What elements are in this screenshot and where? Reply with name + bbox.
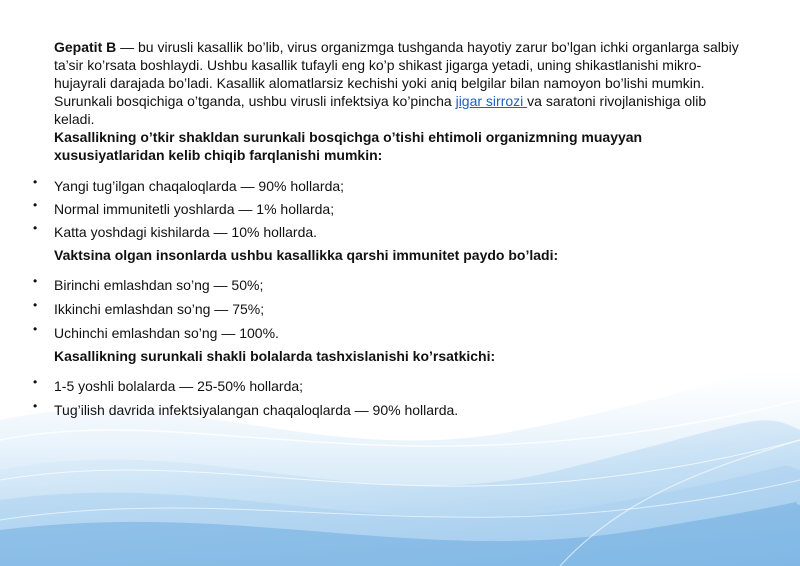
children-heading: Kasallikning surunkali shakli bolalarda tashxislanishi ko’rsatkichi: [54, 348, 496, 364]
intro-text-end: va saratoni rivojlanishiga olib keladi. [54, 93, 707, 127]
jigar-sirrozi-link[interactable]: jigar sirrozi [455, 93, 528, 109]
intro-text: — bu virusli kasallik bo’lib, virus organizmga tushganda hayotiy zarur bo’lgan ichki organlarga salbiy ta’sir ko’rsata boshlaydi. Ushbu kasallik tufayli eng ko’p shikast jigarga yetadi, uning shikastlanishi mikro-hujayrali darajada bo’ladi. Kasallik alomatlarsiz kechishi yoki aniq belgilar bilan namoyon bo’lishi mumkin. Surunkali bosqichiga o’tganda, ushbu virusli infektsiya ko’pincha [54, 39, 739, 109]
bullet-icon: • [33, 322, 38, 336]
bullet-icon: • [33, 298, 38, 312]
bullet-icon: • [33, 221, 38, 235]
intro-paragraph [54, 38, 744, 164]
bullet-icon: • [33, 198, 38, 212]
bullet-icon: • [33, 399, 38, 413]
slide-content: Gepatit B — bu virusli kasallik bo’lib, virus organizmga tushganda hayotiy zarur bo’lgan ichki organlarga salbiy ta’sir ko’rsata boshlaydi. Ushbu kasallik tufayli eng ko’p shikast jigarga yetadi, uning shikastlanishi mikro-hujayrali darajada bo’ladi. Kasallik alomatlarsiz kechishi yoki aniq belgilar bilan namoyon bo’lishi mumkin. Surunkali bosqichiga o’tganda, ushbu virusli infektsiya ko’pincha jigar sirrozi va saratoni rivojlanishiga olib keladi. Kasallikning o’tkir shakldan surunkali bosqichga o’tishi ehtimoli organizmning muayyan xususiyatlaridan kelib chiqib farqlanishi mumkin: • Yangi tug’ilgan chaqaloqlarda — 90% hollarda; • Normal immunitetli yoshlarda — 1% hollarda; • Katta yoshdagi kishilarda — 10% hollarda. Vaktsina olgan insonlarda ushbu kasallikka qarshi immunitet paydo bo’ladi: • Birinchi emlashdan so’ng — 50%; • Ikkinchi emlashdan so’ng — 75%; • Uchinchi emlashdan so’ng — 100%. Kasallikning surunkali shakli bolalarda tashxislanishi ko’rsatkichi: • 1-5 yoshli bolalarda — 25-50% hollarda; • Tug’ilish davrida infektsiyalangan chaqaloqlarda — 90% hollarda. [0, 0, 800, 566]
chronic-heading: Kasallikning o’tkir shakldan surunkali bosqichga o’tishi ehtimoli organizmning muayyan xususiyatlaridan kelib chiqib farqlanishi mumkin: [54, 129, 643, 163]
vaccinated-heading: Vaktsina olgan insonlarda ushbu kasallikka qarshi immunitet paydo bo’ladi: [54, 247, 559, 263]
bullet-icon: • [33, 375, 38, 389]
bullet-icon: • [33, 274, 38, 288]
term-gepatit-b: Gepatit B [54, 39, 117, 55]
bullet-icon: • [33, 175, 38, 189]
